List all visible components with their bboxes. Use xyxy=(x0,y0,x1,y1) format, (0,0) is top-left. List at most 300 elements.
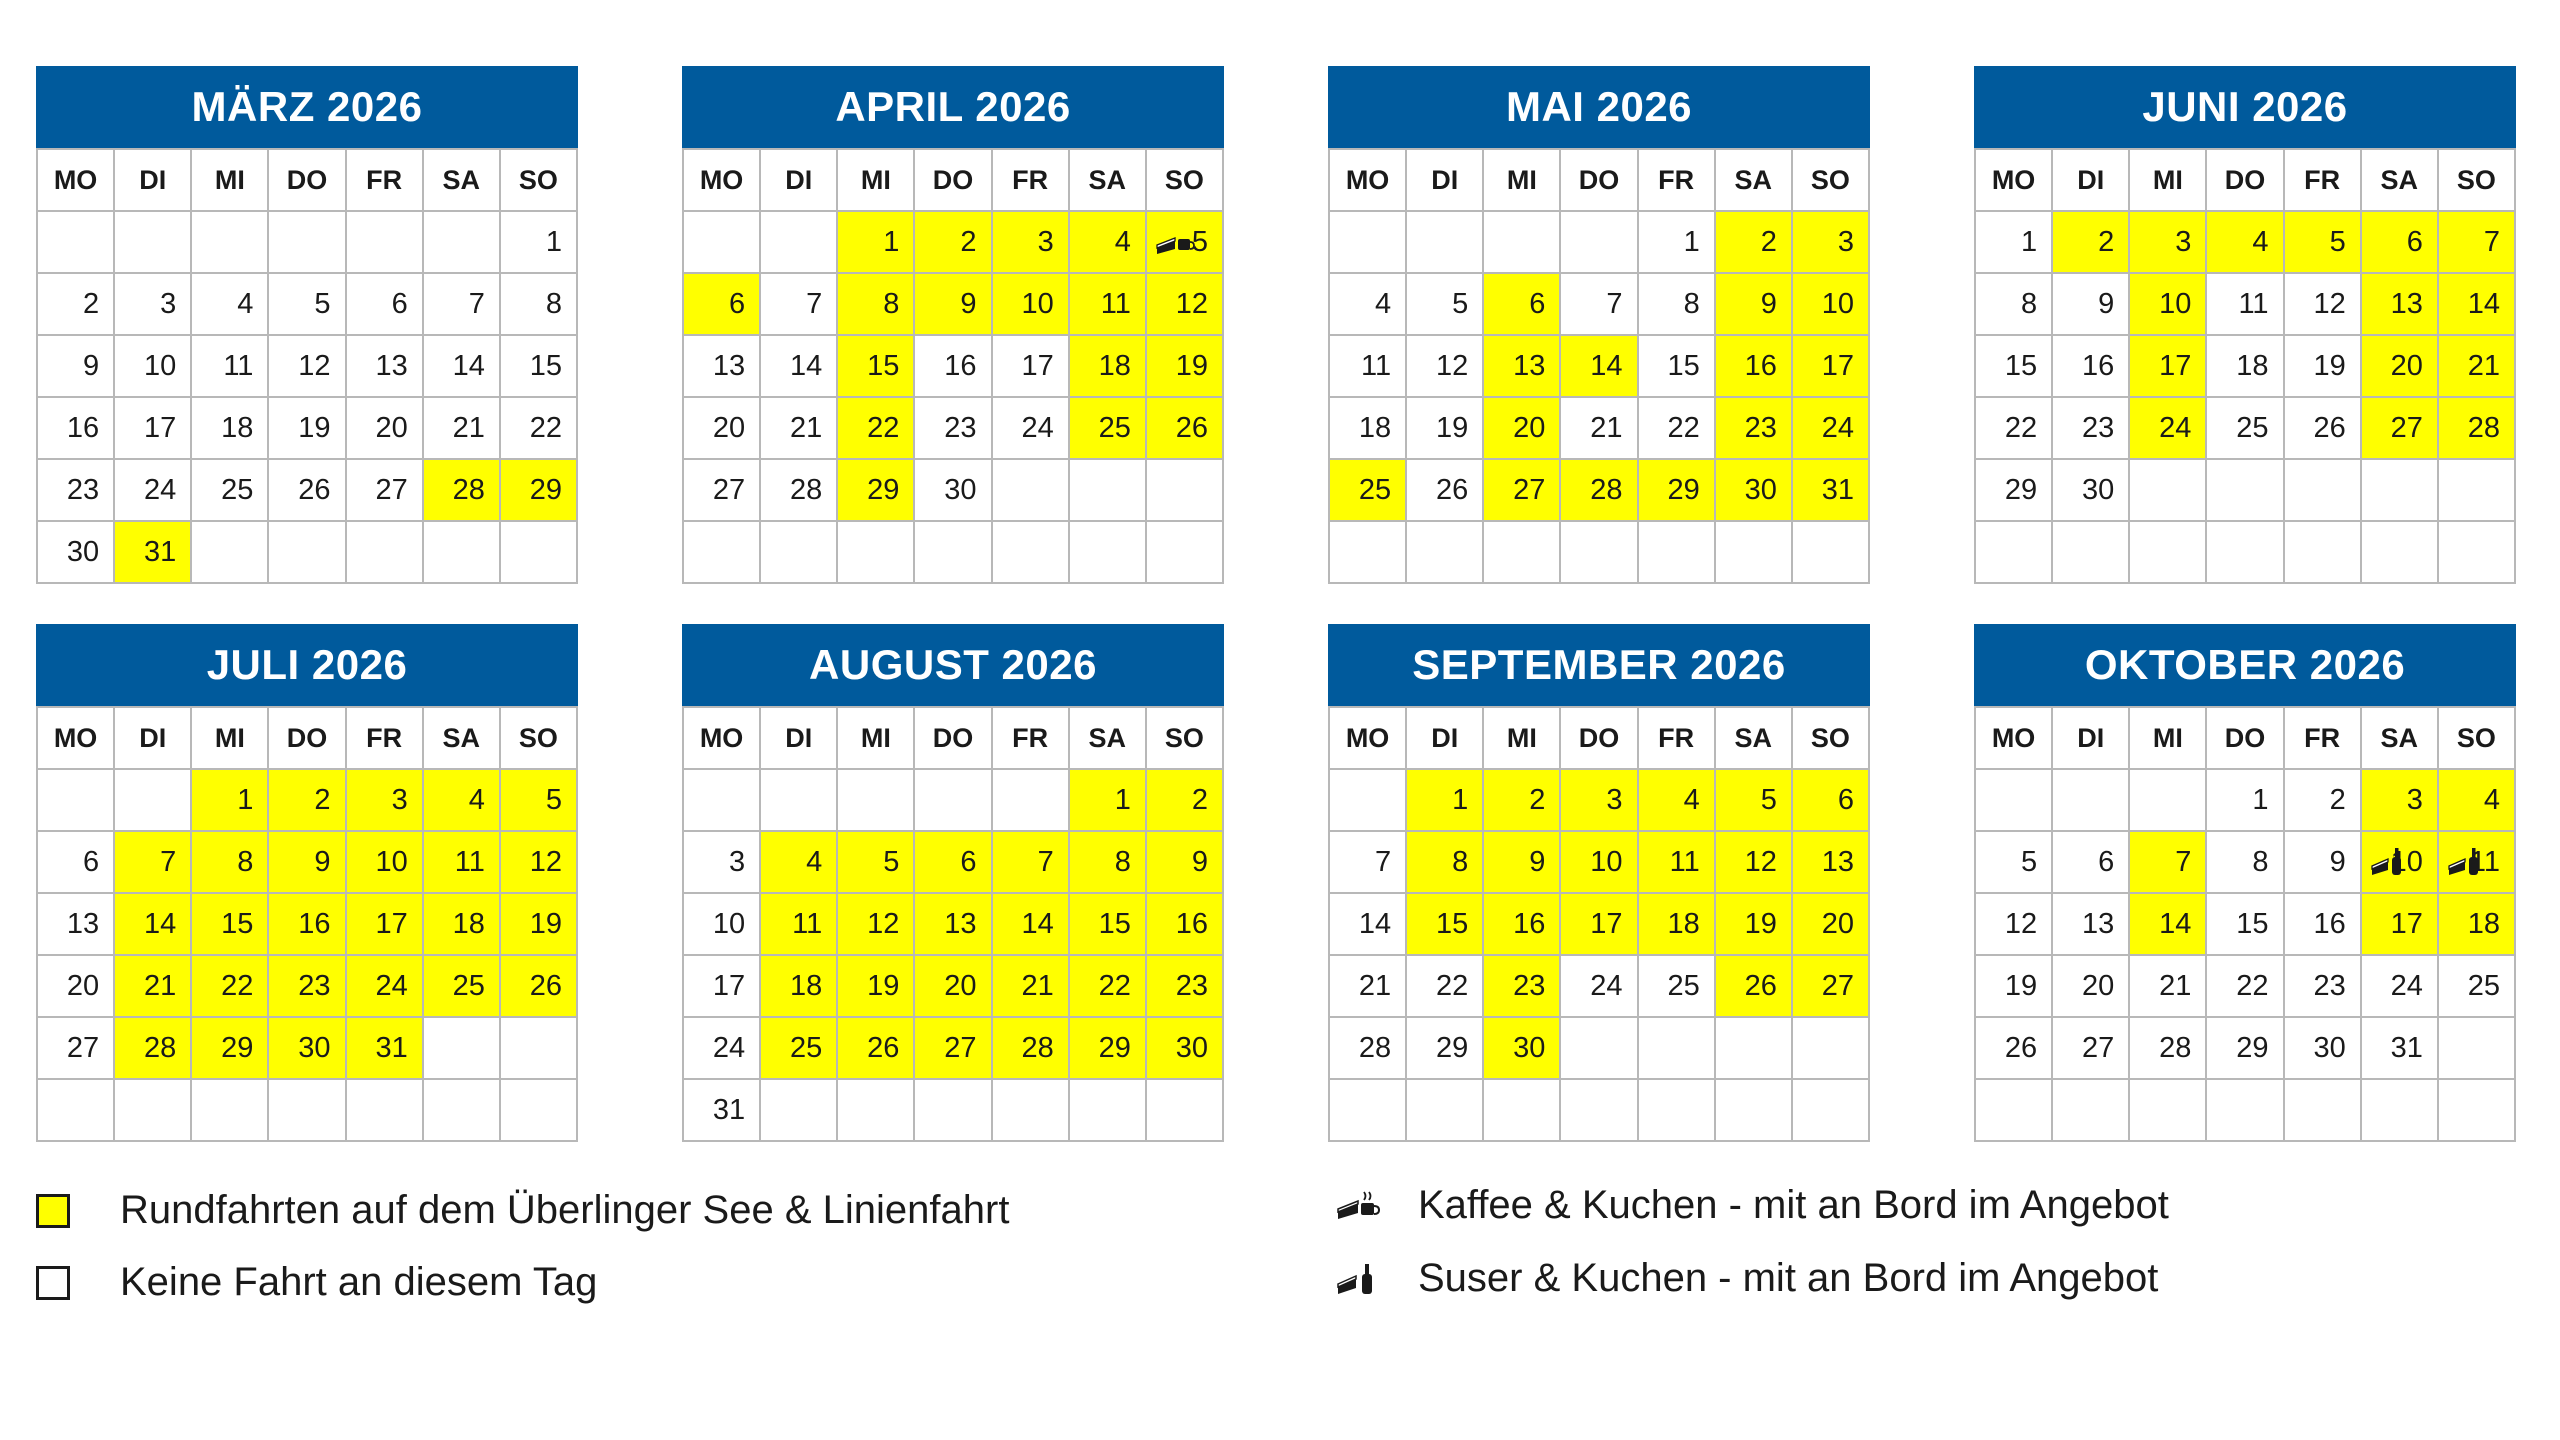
day-number: 10 xyxy=(375,845,408,878)
empty-cell xyxy=(761,1080,838,1142)
weekday-header: DO xyxy=(269,150,346,212)
day-number: 13 xyxy=(66,907,100,940)
month-calendar xyxy=(682,624,1224,1142)
day-number: 25 xyxy=(2236,411,2269,444)
day-cell xyxy=(38,1018,115,1080)
day-number: 2 xyxy=(2098,225,2115,258)
weekday-header: SO xyxy=(1793,708,1870,770)
day-cell xyxy=(1716,398,1793,460)
day-cell xyxy=(993,274,1070,336)
month-grid xyxy=(1974,706,2516,1142)
empty-cell xyxy=(1330,770,1407,832)
day-cell xyxy=(115,1018,192,1080)
day-cell xyxy=(2207,770,2284,832)
day-cell xyxy=(1561,894,1638,956)
day-cell xyxy=(1561,398,1638,460)
day-number: 23 xyxy=(1175,969,1208,1002)
day-cell xyxy=(1147,894,1224,956)
empty-cell xyxy=(347,212,424,274)
empty-cell xyxy=(1793,1080,1870,1142)
day-cell xyxy=(1484,832,1561,894)
empty-cell xyxy=(1070,1080,1147,1142)
day-cell xyxy=(684,336,761,398)
day-number: 3 xyxy=(1837,225,1854,258)
empty-cell xyxy=(115,770,192,832)
day-cell xyxy=(2053,894,2130,956)
month-title: SEPTEMBER 2026 xyxy=(1328,624,1870,706)
day-number: 4 xyxy=(2483,783,2500,816)
day-cell xyxy=(1147,398,1224,460)
day-cell xyxy=(915,398,992,460)
day-number: 4 xyxy=(2252,225,2269,258)
day-number: 24 xyxy=(375,969,408,1002)
day-cell xyxy=(838,894,915,956)
day-number: 27 xyxy=(375,473,408,506)
day-number: 2 xyxy=(83,287,100,320)
month-grid xyxy=(1328,706,1870,1142)
day-cell xyxy=(424,336,501,398)
day-number: 16 xyxy=(2082,349,2115,382)
day-cell xyxy=(2130,274,2207,336)
day-cell xyxy=(2207,398,2284,460)
day-cell xyxy=(1070,212,1147,274)
day-cell xyxy=(915,956,992,1018)
day-number: 25 xyxy=(1667,969,1700,1002)
day-cell xyxy=(1407,770,1484,832)
day-number: 23 xyxy=(1744,411,1777,444)
sailing-swatch xyxy=(36,1194,70,1228)
empty-cell xyxy=(2053,522,2130,584)
day-number: 14 xyxy=(1590,349,1623,382)
day-cell xyxy=(1147,274,1224,336)
day-number: 23 xyxy=(2082,411,2115,444)
empty-cell xyxy=(684,212,761,274)
day-number: 26 xyxy=(1744,969,1777,1002)
empty-cell xyxy=(1407,212,1484,274)
weekday-header: SO xyxy=(1147,150,1224,212)
day-number: 13 xyxy=(2082,907,2115,940)
day-cell xyxy=(1147,770,1224,832)
day-cell xyxy=(993,894,1070,956)
day-cell xyxy=(684,460,761,522)
day-number: 10 xyxy=(1590,845,1623,878)
empty-cell xyxy=(1147,460,1224,522)
day-number: 10 xyxy=(2390,845,2423,878)
day-cell xyxy=(1561,832,1638,894)
weekday-header: SA xyxy=(1070,708,1147,770)
weekday-header: SA xyxy=(424,708,501,770)
empty-cell xyxy=(2439,460,2516,522)
empty-cell xyxy=(2207,460,2284,522)
day-cell xyxy=(684,832,761,894)
weekday-header: MO xyxy=(1976,150,2053,212)
day-cell xyxy=(1070,894,1147,956)
day-number: 25 xyxy=(2467,969,2500,1002)
empty-cell xyxy=(1330,522,1407,584)
day-cell xyxy=(993,956,1070,1018)
empty-cell xyxy=(2207,1080,2284,1142)
day-number: 28 xyxy=(452,473,485,506)
day-cell xyxy=(1407,336,1484,398)
day-cell xyxy=(1407,956,1484,1018)
day-number: 10 xyxy=(1821,287,1854,320)
day-cell xyxy=(269,956,346,1018)
day-number: 2 xyxy=(960,225,977,258)
day-number: 27 xyxy=(944,1031,977,1064)
day-number: 22 xyxy=(1667,411,1700,444)
day-cell xyxy=(1407,460,1484,522)
day-number: 3 xyxy=(1037,225,1054,258)
weekday-header: SA xyxy=(1716,708,1793,770)
day-number: 29 xyxy=(1098,1031,1131,1064)
day-number: 1 xyxy=(1114,783,1131,816)
day-cell xyxy=(2439,398,2516,460)
day-number: 8 xyxy=(1452,845,1469,878)
day-cell xyxy=(2362,956,2439,1018)
day-number: 14 xyxy=(790,349,823,382)
day-number: 4 xyxy=(1114,225,1131,258)
day-cell xyxy=(1147,956,1224,1018)
empty-cell xyxy=(424,1080,501,1142)
day-cell xyxy=(2285,398,2362,460)
day-number: 17 xyxy=(2390,907,2423,940)
day-cell xyxy=(1976,398,2053,460)
day-number: 11 xyxy=(1669,845,1700,878)
day-number: 1 xyxy=(883,225,900,258)
day-number: 17 xyxy=(1590,907,1623,940)
empty-cell xyxy=(269,212,346,274)
day-cell xyxy=(1639,212,1716,274)
day-number: 9 xyxy=(1760,287,1777,320)
day-number: 2 xyxy=(1529,783,1546,816)
day-cell xyxy=(1976,274,2053,336)
day-cell xyxy=(501,336,578,398)
month-grid xyxy=(682,706,1224,1142)
day-cell xyxy=(501,460,578,522)
day-cell xyxy=(1070,1018,1147,1080)
day-number: 6 xyxy=(1837,783,1854,816)
day-cell xyxy=(1330,398,1407,460)
empty-cell xyxy=(1716,522,1793,584)
empty-cell xyxy=(915,1080,992,1142)
day-cell xyxy=(1407,1018,1484,1080)
day-number: 24 xyxy=(144,473,177,506)
month-title: JULI 2026 xyxy=(36,624,578,706)
day-number: 9 xyxy=(1529,845,1546,878)
day-cell xyxy=(1716,894,1793,956)
month-grid xyxy=(1328,148,1870,584)
day-number: 9 xyxy=(314,845,331,878)
day-number: 10 xyxy=(712,907,746,940)
empty-cell xyxy=(1976,770,2053,832)
day-number: 11 xyxy=(223,349,254,382)
day-number: 17 xyxy=(1821,349,1854,382)
weekday-header: MI xyxy=(838,150,915,212)
day-number: 22 xyxy=(2236,969,2269,1002)
day-cell xyxy=(1484,274,1561,336)
weekday-header: DI xyxy=(115,150,192,212)
day-cell xyxy=(2285,212,2362,274)
day-cell xyxy=(1330,460,1407,522)
day-cell xyxy=(1407,274,1484,336)
day-number: 27 xyxy=(66,1031,100,1064)
day-number: 20 xyxy=(712,411,746,444)
day-number: 31 xyxy=(375,1031,408,1064)
day-cell xyxy=(2285,336,2362,398)
day-number: 19 xyxy=(2004,969,2038,1002)
day-number: 28 xyxy=(2467,411,2500,444)
day-cell xyxy=(192,1018,269,1080)
day-number: 14 xyxy=(144,907,177,940)
day-number: 30 xyxy=(2082,473,2115,506)
day-cell xyxy=(1793,956,1870,1018)
weekday-header: SO xyxy=(1147,708,1224,770)
day-number: 10 xyxy=(144,349,177,382)
empty-cell xyxy=(1147,1080,1224,1142)
day-cell xyxy=(761,1018,838,1080)
empty-cell xyxy=(424,212,501,274)
day-number: 20 xyxy=(375,411,408,444)
day-number: 19 xyxy=(1436,411,1469,444)
weekday-header: FR xyxy=(993,150,1070,212)
day-number: 24 xyxy=(2159,411,2192,444)
empty-cell xyxy=(192,522,269,584)
weekday-header: DO xyxy=(1561,708,1638,770)
day-number: 20 xyxy=(944,969,977,1002)
day-number: 3 xyxy=(1606,783,1623,816)
day-cell xyxy=(2053,398,2130,460)
day-number: 19 xyxy=(1744,907,1777,940)
day-number: 29 xyxy=(1667,473,1700,506)
day-number: 3 xyxy=(2406,783,2423,816)
day-number: 24 xyxy=(1021,411,1054,444)
day-number: 7 xyxy=(160,845,177,878)
day-number: 26 xyxy=(867,1031,900,1064)
day-number: 30 xyxy=(2313,1031,2346,1064)
day-number: 7 xyxy=(1375,845,1392,878)
day-cell xyxy=(1976,212,2053,274)
day-number: 3 xyxy=(729,845,746,878)
day-cell xyxy=(1070,832,1147,894)
day-number: 29 xyxy=(2236,1031,2269,1064)
weekday-header: DO xyxy=(915,150,992,212)
day-cell xyxy=(1330,1018,1407,1080)
day-cell xyxy=(1330,894,1407,956)
day-number: 10 xyxy=(1021,287,1054,320)
day-cell xyxy=(838,1018,915,1080)
day-number: 26 xyxy=(2004,1031,2038,1064)
weekday-header: DI xyxy=(2053,150,2130,212)
empty-cell xyxy=(1639,522,1716,584)
empty-cell xyxy=(347,522,424,584)
day-number: 27 xyxy=(712,473,746,506)
day-number: 13 xyxy=(712,349,746,382)
day-cell xyxy=(2130,956,2207,1018)
day-cell xyxy=(424,274,501,336)
day-cell xyxy=(269,1018,346,1080)
day-cell xyxy=(684,274,761,336)
empty-cell xyxy=(2130,522,2207,584)
empty-cell xyxy=(1976,522,2053,584)
day-number: 29 xyxy=(221,1031,254,1064)
day-cell xyxy=(115,522,192,584)
day-number: 8 xyxy=(1683,287,1700,320)
day-cell xyxy=(2053,460,2130,522)
weekday-header: SA xyxy=(2362,708,2439,770)
day-cell xyxy=(1330,956,1407,1018)
legend-suser xyxy=(1336,1256,2158,1301)
day-cell xyxy=(1147,1018,1224,1080)
day-number: 16 xyxy=(66,411,100,444)
empty-cell xyxy=(501,1018,578,1080)
day-number: 30 xyxy=(66,535,100,568)
day-cell xyxy=(838,274,915,336)
day-number: 31 xyxy=(712,1093,746,1126)
empty-cell xyxy=(424,522,501,584)
day-number: 25 xyxy=(1358,473,1392,506)
day-cell xyxy=(347,832,424,894)
day-cell xyxy=(192,956,269,1018)
day-cell xyxy=(2207,212,2284,274)
day-cell xyxy=(192,336,269,398)
day-cell xyxy=(1639,336,1716,398)
day-number: 7 xyxy=(2483,225,2500,258)
day-number: 1 xyxy=(2252,783,2269,816)
day-number: 28 xyxy=(1590,473,1623,506)
day-number: 18 xyxy=(2236,349,2269,382)
weekday-header: SA xyxy=(1716,150,1793,212)
day-cell xyxy=(915,212,992,274)
day-cell xyxy=(1716,832,1793,894)
empty-cell xyxy=(2285,522,2362,584)
empty-cell xyxy=(38,212,115,274)
empty-cell xyxy=(761,770,838,832)
month-grid xyxy=(36,148,578,584)
day-number: 22 xyxy=(1098,969,1131,1002)
day-number: 31 xyxy=(144,535,177,568)
wine-cake-icon xyxy=(1336,1262,1380,1296)
day-cell xyxy=(761,956,838,1018)
day-cell xyxy=(2053,336,2130,398)
empty-cell xyxy=(2130,1080,2207,1142)
day-number: 29 xyxy=(867,473,900,506)
day-cell xyxy=(838,956,915,1018)
empty-cell xyxy=(761,522,838,584)
day-cell xyxy=(115,894,192,956)
day-number: 7 xyxy=(1037,845,1054,878)
weekday-header: SA xyxy=(1070,150,1147,212)
day-number: 17 xyxy=(2159,349,2192,382)
day-cell xyxy=(38,832,115,894)
day-cell xyxy=(192,832,269,894)
day-number: 31 xyxy=(1821,473,1854,506)
day-cell xyxy=(1793,212,1870,274)
day-number: 11 xyxy=(2469,845,2500,878)
legend-sailing-label: Rundfahrten auf dem Überlinger See & Linienfahrt xyxy=(120,1188,1010,1232)
day-cell xyxy=(115,956,192,1018)
weekday-header: DI xyxy=(761,708,838,770)
weekday-header: MI xyxy=(838,708,915,770)
weekday-header: SA xyxy=(2362,150,2439,212)
weekday-header: FR xyxy=(1639,708,1716,770)
day-cell xyxy=(192,460,269,522)
day-number: 16 xyxy=(944,349,977,382)
day-cell xyxy=(347,770,424,832)
day-cell xyxy=(1330,336,1407,398)
day-number: 8 xyxy=(1114,845,1131,878)
day-number: 29 xyxy=(2004,473,2038,506)
empty-cell xyxy=(269,1080,346,1142)
empty-cell xyxy=(2439,1080,2516,1142)
empty-cell xyxy=(993,770,1070,832)
empty-cell xyxy=(2362,522,2439,584)
month-calendar xyxy=(1974,66,2516,584)
empty-cell xyxy=(347,1080,424,1142)
day-cell xyxy=(2285,832,2362,894)
day-cell xyxy=(2439,832,2516,894)
day-cell xyxy=(1793,770,1870,832)
weekday-header: SO xyxy=(1793,150,1870,212)
day-cell xyxy=(2053,1018,2130,1080)
day-cell xyxy=(2130,894,2207,956)
empty-cell xyxy=(1330,212,1407,274)
day-number: 12 xyxy=(529,845,562,878)
day-cell xyxy=(2285,770,2362,832)
day-number: 5 xyxy=(1191,225,1208,258)
empty-cell xyxy=(1561,212,1638,274)
day-number: 26 xyxy=(298,473,331,506)
day-number: 4 xyxy=(1375,287,1392,320)
day-cell xyxy=(1070,274,1147,336)
day-number: 30 xyxy=(944,473,977,506)
day-cell xyxy=(38,522,115,584)
day-number: 10 xyxy=(2159,287,2192,320)
day-number: 16 xyxy=(2313,907,2346,940)
weekday-header: DO xyxy=(915,708,992,770)
empty-cell xyxy=(115,1080,192,1142)
day-number: 9 xyxy=(1191,845,1208,878)
day-cell xyxy=(38,398,115,460)
day-cell xyxy=(1561,336,1638,398)
day-cell xyxy=(192,770,269,832)
empty-cell xyxy=(192,1080,269,1142)
weekday-header: FR xyxy=(2285,708,2362,770)
day-number: 28 xyxy=(2159,1031,2192,1064)
day-number: 11 xyxy=(1361,349,1392,382)
day-cell xyxy=(1793,460,1870,522)
day-number: 23 xyxy=(66,473,100,506)
day-number: 22 xyxy=(2004,411,2038,444)
empty-cell xyxy=(2053,770,2130,832)
day-number: 9 xyxy=(2329,845,2346,878)
day-number: 12 xyxy=(867,907,900,940)
day-cell xyxy=(684,894,761,956)
day-number: 23 xyxy=(298,969,331,1002)
day-number: 6 xyxy=(729,287,746,320)
day-cell xyxy=(2053,832,2130,894)
empty-cell xyxy=(2439,1018,2516,1080)
day-number: 20 xyxy=(1821,907,1854,940)
day-number: 1 xyxy=(545,225,562,258)
day-cell xyxy=(2362,1018,2439,1080)
day-number: 19 xyxy=(529,907,562,940)
weekday-header: MI xyxy=(192,150,269,212)
day-number: 18 xyxy=(221,411,254,444)
day-number: 13 xyxy=(944,907,977,940)
day-cell xyxy=(993,398,1070,460)
day-number: 11 xyxy=(792,907,823,940)
day-cell xyxy=(915,1018,992,1080)
